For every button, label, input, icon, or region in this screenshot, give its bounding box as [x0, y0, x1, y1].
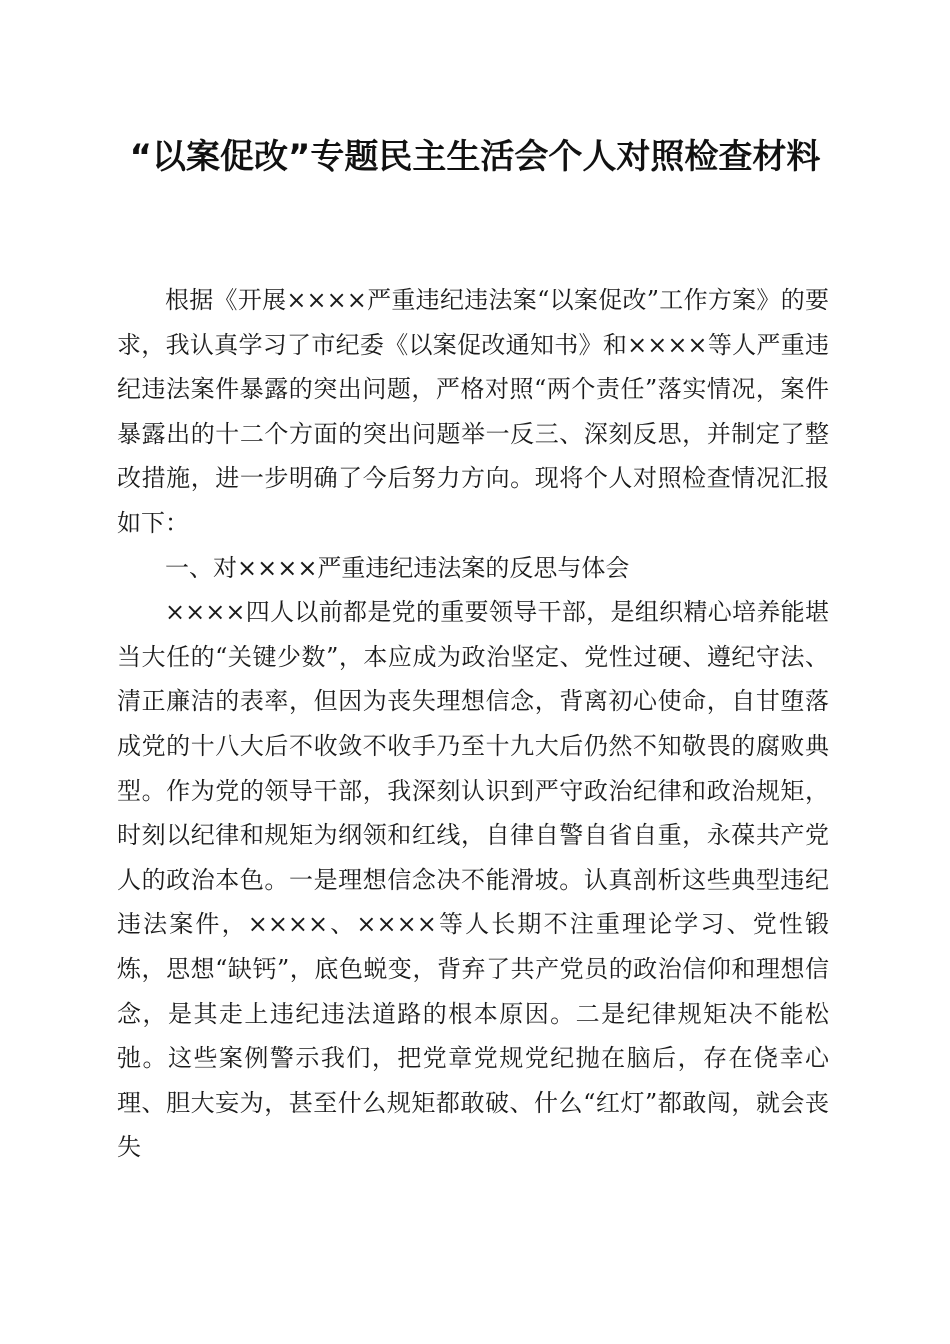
section-heading-1: 一、对××××严重违纪违法案的反思与体会 [165, 553, 630, 582]
document-title: “以案促改”专题民主生活会个人对照检查材料 [129, 137, 821, 177]
intro-paragraph: 根据《开展××××严重违纪违法案“以案促改”工作方案》的要求，我认真学习了市纪委《以案促改通知书》和××××等人严重违纪违法案件暴露的突出问题，严格对照“两个责任”落实情况，案件暴露出的十二个方面的突出问题举一反三、深刻反思，并制定了整改措施，进一步明确了今后努力方向。现将个人对照检查情况汇报如下： [117, 286, 829, 537]
document-body [117, 278, 829, 1170]
reflection-paragraph: ××××四人以前都是党的重要领导干部，是组织精心培养能堪当大任的“关键少数”，本应成为政治坚定、党性过硬、遵纪守法、清正廉洁的表率，但因为丧失理想信念，背离初心使命，自甘堕落成党的十八大后不收敛不收手乃至十九大后仍然不知敬畏的腐败典型。作为党的领导干部，我深刻认识到严守政治纪律和政治规矩，时刻以纪律和规矩为纲领和红线，自律自警自省自重，永葆共产党人的政治本色。一是理想信念决不能滑坡。认真剖析这些典型违纪违法案件，××××、××××等人长期不注重理论学习、党性锻炼，思想“缺钙”，底色蜕变，背弃了共产党员的政治信仰和理想信念，是其走上违纪违法道路的根本原因。二是纪律规矩决不能松弛。这些案例警示我们，把党章党规党纪抛在脑后，存在侥幸心理、胆大妄为，甚至什么规矩都敢破、什么“红灯”都敢闯，就会丧失 [117, 598, 829, 1162]
